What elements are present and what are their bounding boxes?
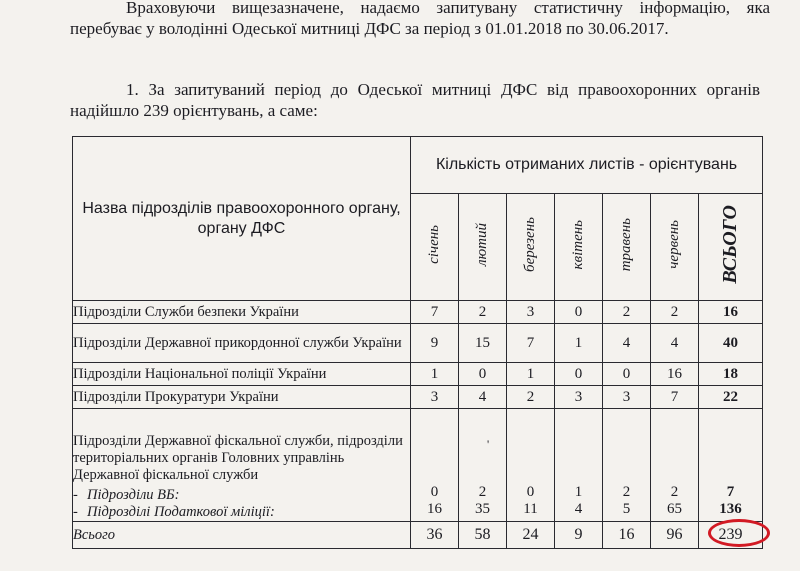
intro-paragraph-2: 1. За запитуваний період до Одеської митниці ДФС від правоохоронних органів надійшло 239 орієнтувань, а саме: (70, 80, 760, 120)
grand-total-row (73, 522, 763, 549)
column-header-month (459, 194, 507, 301)
grand-total-value: 24 (507, 522, 555, 549)
row-name-dfs (73, 409, 411, 522)
cell-value: 65 (667, 501, 682, 517)
table-row (73, 324, 763, 363)
cell-value: 2 (603, 301, 651, 324)
cell-value: 0 (555, 301, 603, 324)
grand-total-value: 9 (555, 522, 603, 549)
cell-value: 2 (507, 386, 555, 409)
column-header-month (651, 194, 699, 301)
dfs-group-name: Підрозділи Державної фіскальної служби, підрозділи територіальних органів Головних управлінь Державної фіскальної служби (73, 433, 403, 483)
grand-total-cell (699, 522, 763, 549)
cell-value-stack (411, 409, 459, 522)
month-label: березень (522, 217, 538, 272)
column-header-month (411, 194, 459, 301)
cell-total: 7 (726, 484, 735, 500)
cell-value: 0 (555, 363, 603, 386)
cell-total: 18 (699, 363, 763, 386)
grand-total-value: 36 (411, 522, 459, 549)
cell-total: 16 (699, 301, 763, 324)
column-header-total (699, 194, 763, 301)
cell-value: 16 (427, 501, 442, 517)
table-row (73, 301, 763, 324)
red-circle-annotation (708, 519, 770, 547)
cell-value: 2 (478, 484, 487, 500)
month-label: лютий (474, 223, 490, 266)
cell-value: 1 (507, 363, 555, 386)
cell-value: 1 (411, 363, 459, 386)
cell-value: 4 (459, 386, 507, 409)
cell-value: 7 (651, 386, 699, 409)
cell-value: 4 (651, 324, 699, 363)
cell-value: 0 (526, 484, 535, 500)
cell-value: 3 (507, 301, 555, 324)
subrow-name: - Підрозділі Податкової міліції: (73, 504, 410, 521)
cell-value-stack (603, 409, 651, 522)
cell-value: 0 (430, 484, 439, 500)
month-label: квітень (570, 219, 586, 270)
cell-value-stack (459, 409, 507, 522)
cell-value: 0 (603, 363, 651, 386)
row-name: Підрозділи Служби безпеки України (73, 301, 411, 324)
cell-value: 4 (574, 501, 583, 517)
row-name: Підрозділи Національної поліції України (73, 363, 411, 386)
statistics-table (72, 136, 763, 549)
header-row-1 (73, 137, 763, 194)
cell-value: 7 (507, 324, 555, 363)
cell-value: 0 (459, 363, 507, 386)
column-group-header: Кількість отриманих листів - орієнтувань (411, 137, 763, 194)
cell-total: 22 (699, 386, 763, 409)
table-row-dfs-group (73, 409, 763, 522)
grand-total-value: 16 (603, 522, 651, 549)
cell-value: 1 (574, 484, 583, 500)
month-label: травень (618, 217, 634, 272)
subrow-name: - Підрозділи ВБ: (73, 487, 410, 504)
cell-value: 3 (555, 386, 603, 409)
grand-total-sum: 239 (718, 526, 743, 543)
cell-value: 3 (411, 386, 459, 409)
cell-value-stack (507, 409, 555, 522)
table-row (73, 363, 763, 386)
cell-value: 4 (603, 324, 651, 363)
cell-value: 2 (622, 484, 631, 500)
grand-total-highlight (719, 526, 743, 544)
cell-value: 15 (459, 324, 507, 363)
grand-total-value: 58 (459, 522, 507, 549)
month-label: січень (426, 225, 442, 264)
cell-value: 11 (523, 501, 538, 517)
cell-value-stack (651, 409, 699, 522)
month-label: червень (666, 220, 682, 269)
column-header-month (603, 194, 651, 301)
cell-value-stack (555, 409, 603, 522)
intro-paragraph-1: Враховуючи вищезазначене, надаємо запитувану статистичну інформацію, яка перебуває у володінні Одеської митниці ДФС за період з 01.01.2018 по 30.06.2017. (70, 0, 770, 38)
cell-value: 16 (651, 363, 699, 386)
column-header-month (507, 194, 555, 301)
total-label: ВСЬОГО (719, 205, 742, 284)
cell-value: 7 (411, 301, 459, 324)
column-header-month (555, 194, 603, 301)
cell-value: 2 (670, 484, 679, 500)
cell-value: 3 (603, 386, 651, 409)
grand-total-value: 96 (651, 522, 699, 549)
cell-total-stack (699, 409, 763, 522)
cell-value: 9 (411, 324, 459, 363)
column-header-name: Назва підрозділів правоохоронного органу, органу ДФС (73, 137, 411, 301)
cell-value: 5 (622, 501, 631, 517)
cell-value: 2 (651, 301, 699, 324)
row-name: Підрозділи Державної прикордонної служби України (73, 324, 411, 363)
cell-value: 35 (475, 501, 490, 517)
table-row (73, 386, 763, 409)
cell-value: 1 (555, 324, 603, 363)
row-name: Підрозділи Прокуратури України (73, 386, 411, 409)
cell-value: 2 (459, 301, 507, 324)
grand-total-label: Всього (73, 522, 411, 549)
stray-mark: ' (487, 437, 490, 451)
cell-total: 40 (699, 324, 763, 363)
cell-total: 136 (719, 501, 742, 517)
